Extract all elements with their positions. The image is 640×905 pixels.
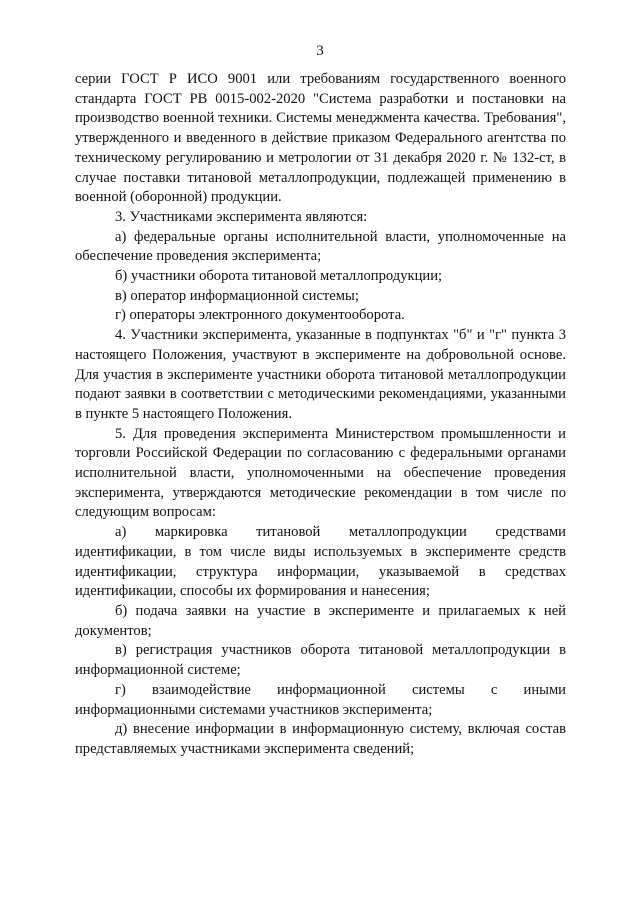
paragraph-item-3b: б) участники оборота титановой металлопродукции;	[115, 268, 443, 285]
paragraph-item-3g: г) операторы электронного документооборота.	[115, 307, 405, 324]
paragraph-item-5: 5. Для проведения эксперимента Министерством промышленности и торговли Российской Федерации по согласованию с федеральными органами исполнительной власти, уполномоченными на обеспечение проведения эксперимента, утверждаются методические рекомендации в том числе по следующим вопросам:	[75, 425, 566, 521]
document-body	[75, 70, 566, 760]
paragraph-item-5a: а) маркировка титановой металлопродукции средствами идентификации, в том числе виды используемых в эксперименте средств идентификации, структура информации, указываемой в средствах идентификации, способы их формирования и нанесения;	[75, 524, 566, 600]
paragraph-item-3v: в) оператор информационной системы;	[115, 287, 359, 304]
paragraph-item-3a: а) федеральные органы исполнительной власти, уполномоченные на обеспечение проведения эксперимента;	[75, 228, 566, 265]
paragraph-item-5v: в) регистрация участников оборота титановой металлопродукции в информационной системе;	[75, 642, 566, 679]
paragraph-item-3: 3. Участниками эксперимента являются:	[115, 208, 368, 225]
paragraph-item-5d: д) внесение информации в информационную систему, включая состав представляемых участниками эксперимента сведений;	[75, 721, 566, 757]
paragraph-item-5b: б) подача заявки на участие в эксперименте и прилагаемых к ней документов;	[75, 602, 566, 639]
paragraph-gost-continuation: серии ГОСТ Р ИСО 9001 или требованиям государственного военного стандарта ГОСТ РВ 0015-002-2020 "Система разработки и постановки на производство военной техники. Системы менеджмента качества. Требования", утвержденного и введенного в действие приказом Федерального агентства по техническому регулированию и метрологии от 31 декабря 2020 г. № 132-ст, в случае поставки титановой металлопродукции, подлежащей применению в военной (оборонной) продукции.	[75, 71, 566, 206]
page-number: 3	[316, 43, 324, 59]
paragraph-item-5g: г) взаимодействие информационной системы с иными информационными системами участников эксперимента;	[75, 681, 566, 718]
paragraph-item-4: 4. Участники эксперимента, указанные в подпунктах "б" и "г" пункта 3 настоящего Положения, участвуют в эксперименте на добровольной основе. Для участия в эксперименте участники оборота титановой металлопродукции подают заявки в соответствии с методическими рекомендациями, указанными в пункте 5 настоящего Положения.	[75, 327, 566, 422]
